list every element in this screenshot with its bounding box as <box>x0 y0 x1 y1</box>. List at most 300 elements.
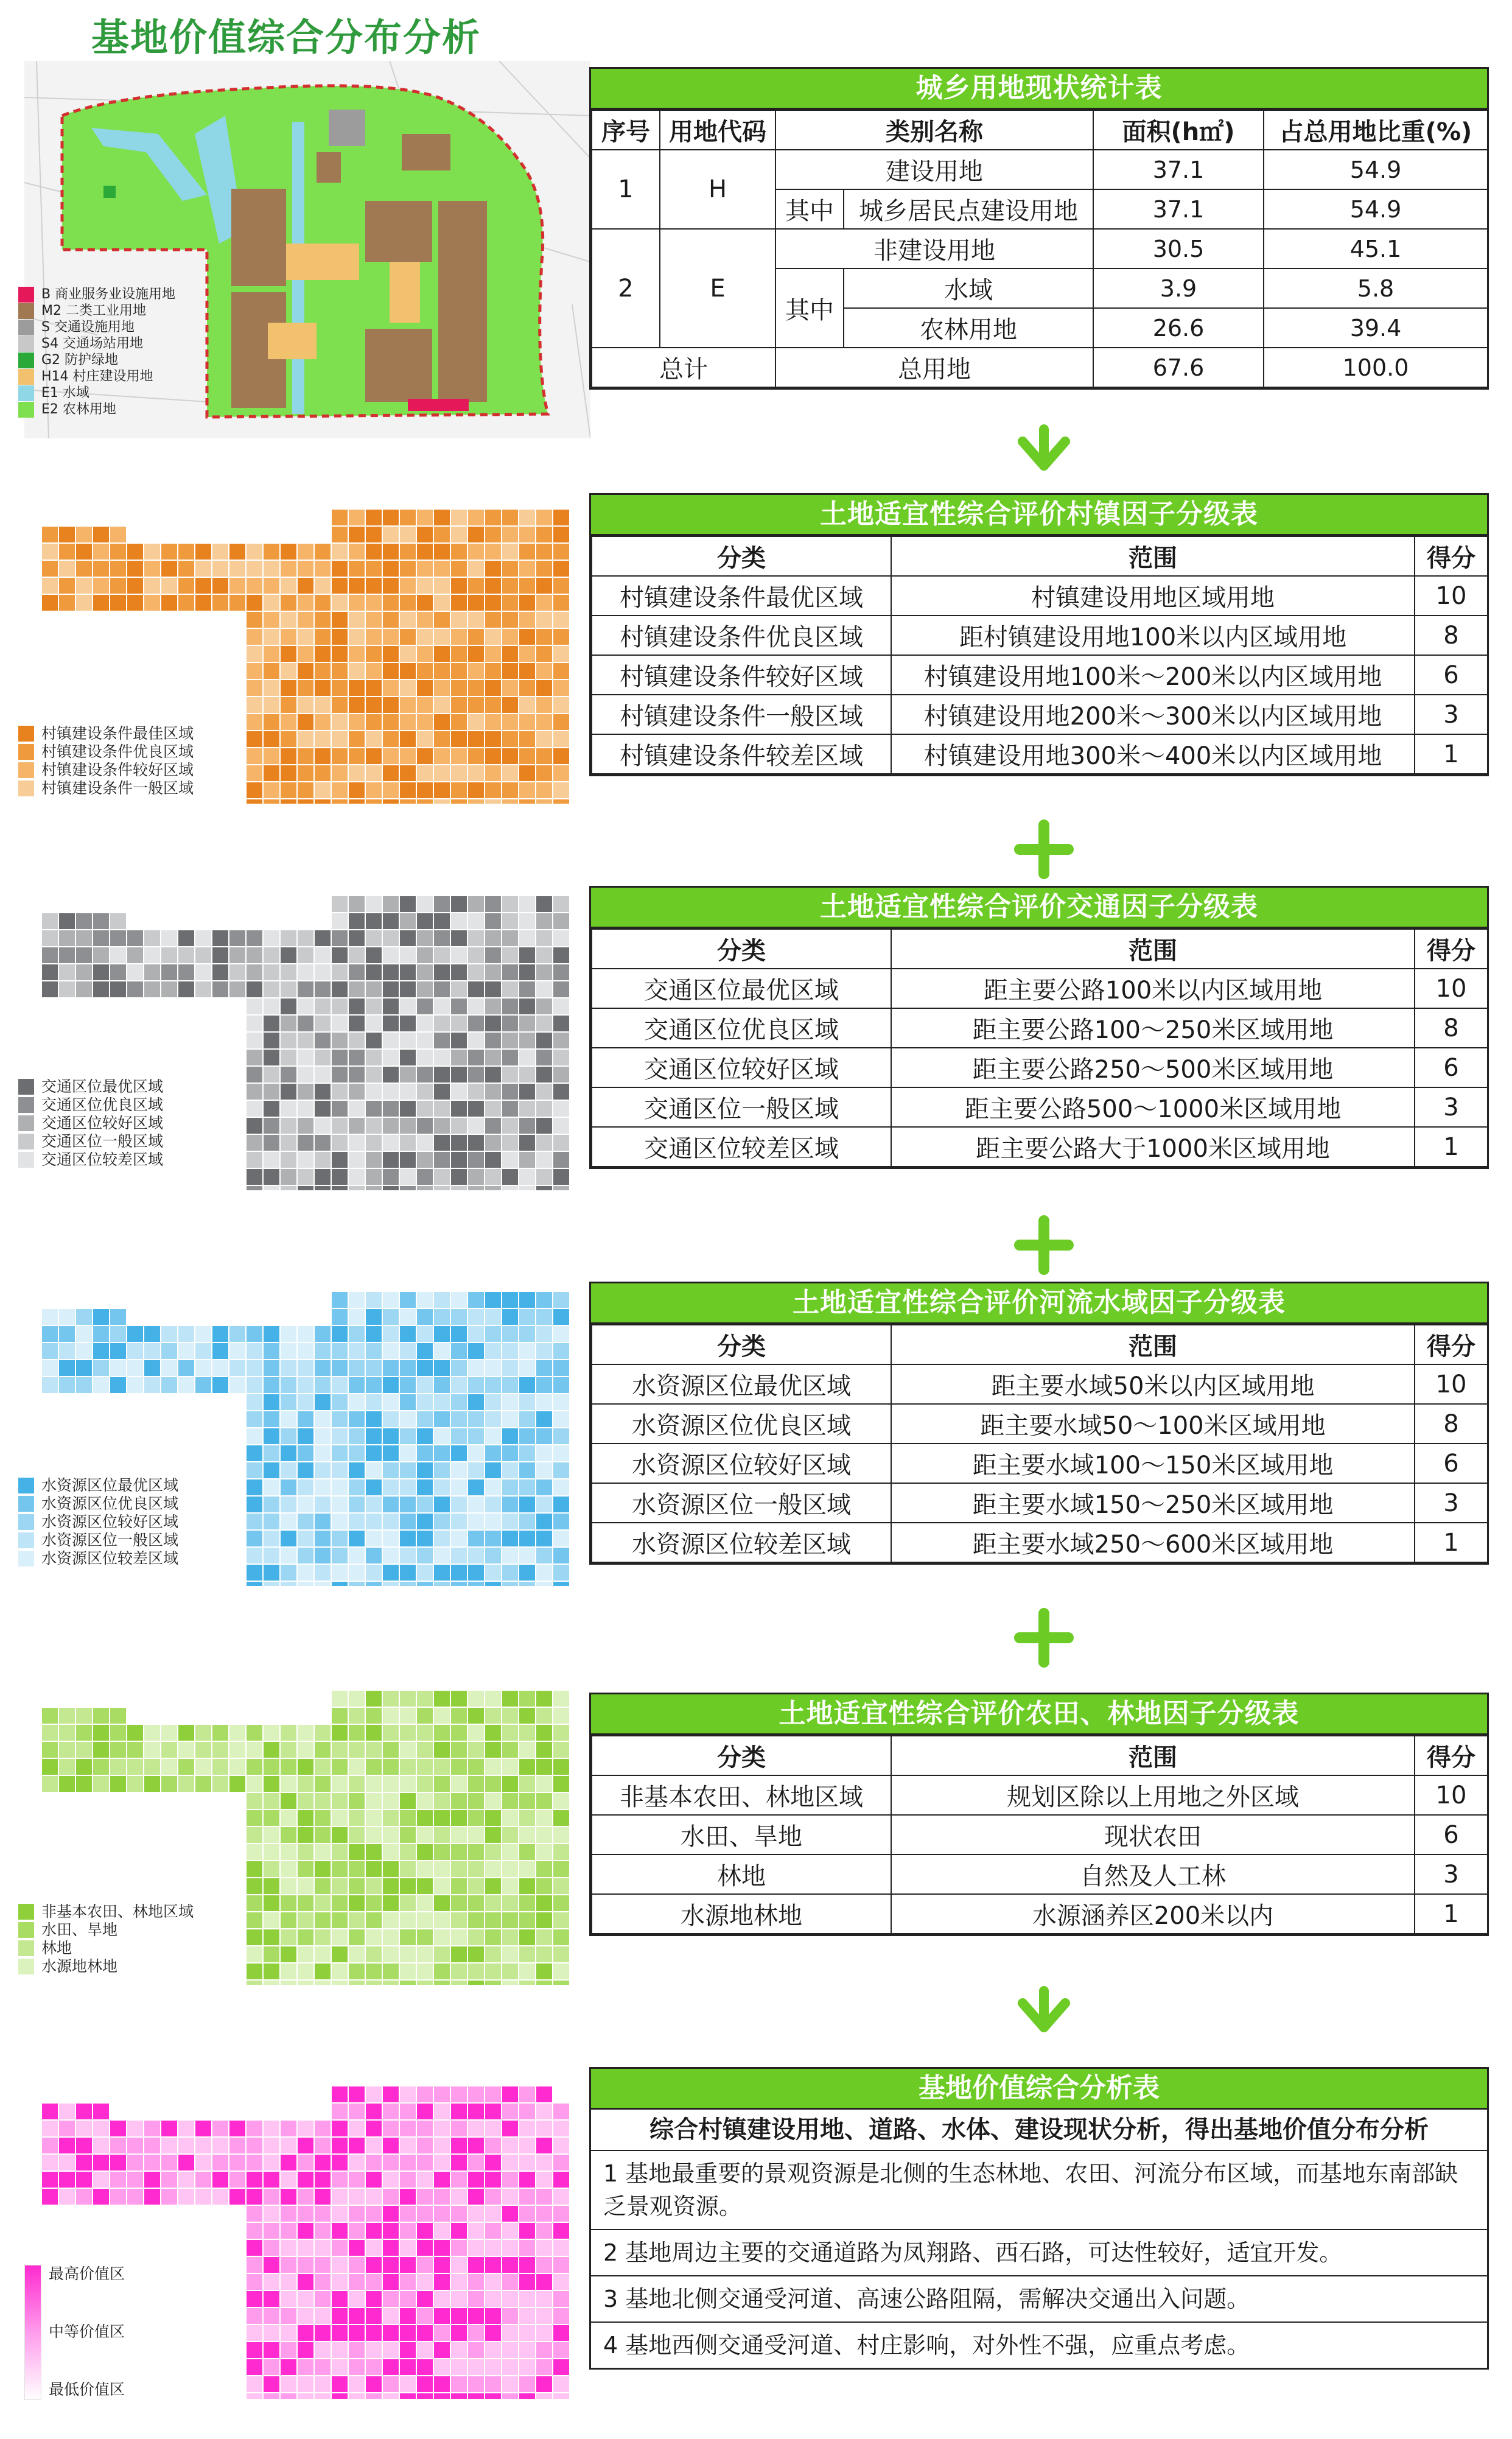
grid-cell <box>502 1100 519 1117</box>
grid-cell <box>280 1411 297 1428</box>
grid-cell <box>331 1342 348 1360</box>
grid-cell <box>348 765 365 782</box>
grid-cell <box>331 2188 348 2205</box>
plus-icon <box>1010 816 1077 883</box>
water-factor-table <box>589 1282 1489 1565</box>
grid-cell <box>365 1775 382 1792</box>
grid-cell <box>263 2171 280 2188</box>
grid-cell <box>93 2120 110 2137</box>
grid-cell <box>263 1758 280 1775</box>
grid-cell <box>536 1792 553 1809</box>
grid-cell <box>195 930 212 947</box>
grid-cell <box>382 731 399 748</box>
grid-cell <box>416 2086 433 2103</box>
grid-cell <box>467 1895 485 1912</box>
grid-cell <box>195 560 212 577</box>
grid-cell <box>519 799 536 804</box>
grid-cell <box>382 1015 399 1032</box>
grid-cell <box>519 628 536 645</box>
grid-cell <box>314 1809 331 1827</box>
grid-cell <box>263 1581 280 1586</box>
grid-cell <box>178 2154 195 2171</box>
grid-cell <box>365 1547 382 1564</box>
grid-cell <box>127 577 144 594</box>
grid-cell <box>467 964 485 981</box>
grid-cell <box>263 1168 280 1185</box>
grid-cell <box>553 896 570 913</box>
grid-cell <box>450 577 467 594</box>
grid-cell <box>433 714 450 731</box>
grid-cell <box>553 2256 570 2273</box>
grid-cell <box>93 560 110 577</box>
grid-cell <box>502 964 519 981</box>
grid-cell <box>331 1168 348 1185</box>
grid-cell <box>519 2359 536 2376</box>
summary-title: 基地价值综合分析表 <box>591 2069 1487 2110</box>
grid-cell <box>331 1758 348 1775</box>
grid-cell <box>382 543 399 560</box>
legend-label: 水源地林地 <box>41 1957 118 1975</box>
grid-cell <box>467 1462 485 1479</box>
grid-cell <box>433 1758 450 1775</box>
grid-cell <box>485 748 502 765</box>
grid-cell <box>93 964 110 981</box>
grid-cell <box>41 913 58 930</box>
grid-cell <box>416 1946 433 1963</box>
grid-cell <box>467 577 485 594</box>
grid-cell <box>553 1980 570 1985</box>
grid-cell <box>502 1564 519 1581</box>
legend-item <box>18 1513 178 1531</box>
grid-cell <box>536 981 553 998</box>
legend-item <box>18 743 194 761</box>
grid-cell <box>280 645 297 662</box>
grid-cell <box>433 1809 450 1827</box>
grid-cell <box>382 628 399 645</box>
grid-cell <box>399 1707 416 1724</box>
grid-cell <box>536 1032 553 1049</box>
grid-cell <box>41 1377 58 1394</box>
grid-cell <box>297 1325 314 1342</box>
grid-cell <box>450 1792 467 1809</box>
grid-cell <box>229 594 246 611</box>
grid-cell <box>450 2120 467 2137</box>
grid-cell <box>280 1428 297 1445</box>
grid-cell <box>416 799 433 804</box>
grid-cell <box>485 1741 502 1758</box>
grid-cell <box>553 714 570 731</box>
grid-cell <box>519 2307 536 2325</box>
grid-cell <box>348 2290 365 2307</box>
grid-cell <box>314 1445 331 1462</box>
grid-cell <box>212 1758 229 1775</box>
grid-cell <box>450 1980 467 1985</box>
grid-cell <box>41 1775 58 1792</box>
grid-cell <box>519 1980 536 1985</box>
grid-cell <box>41 930 58 947</box>
grid-cell <box>399 2307 416 2325</box>
grid-cell <box>502 1792 519 1809</box>
grid-cell <box>41 594 58 611</box>
cell-area: 3.9 <box>1093 268 1264 308</box>
grid-cell <box>58 2171 75 2188</box>
grid-cell <box>246 748 263 765</box>
legend-item <box>18 385 175 401</box>
grid-cell <box>536 679 553 697</box>
legend-swatch <box>18 336 34 352</box>
grid-cell <box>416 1895 433 1912</box>
grid-cell <box>399 1291 416 1308</box>
grid-cell <box>519 2154 536 2171</box>
grid-cell <box>246 1377 263 1394</box>
grid-cell <box>263 1513 280 1530</box>
grid-cell <box>399 662 416 679</box>
grid-cell <box>365 714 382 731</box>
grid-cell <box>246 2188 263 2205</box>
grid-cell <box>536 1049 553 1066</box>
grid-cell <box>433 2120 450 2137</box>
grid-cell <box>553 2188 570 2205</box>
grid-cell <box>519 1929 536 1946</box>
grid-cell <box>553 662 570 679</box>
grid-cell <box>382 1117 399 1134</box>
grid-cell <box>263 1117 280 1134</box>
landuse-table <box>589 67 1489 390</box>
grid-cell <box>536 1827 553 1844</box>
grid-cell <box>246 1462 263 1479</box>
grid-cell <box>399 1564 416 1581</box>
grid-cell <box>485 662 502 679</box>
grid-cell <box>280 1827 297 1844</box>
grid-cell <box>75 1775 93 1792</box>
grid-cell <box>348 913 365 930</box>
grid-cell <box>450 1411 467 1428</box>
grid-cell <box>485 765 502 782</box>
grid-cell <box>553 1690 570 1707</box>
grid-cell <box>519 2325 536 2342</box>
grid-cell <box>467 2376 485 2393</box>
grid-cell <box>314 1496 331 1513</box>
grid-cell <box>280 1513 297 1530</box>
grid-cell <box>348 2359 365 2376</box>
grid-cell <box>416 543 433 560</box>
grid-cell <box>246 1929 263 1946</box>
grid-cell <box>467 2120 485 2137</box>
grid-cell <box>382 1690 399 1707</box>
grid-cell <box>467 1844 485 1861</box>
grid-cell <box>348 2393 365 2399</box>
grid-cell <box>399 2393 416 2399</box>
grid-cell <box>519 543 536 560</box>
grid-cell <box>348 1844 365 1861</box>
grid-cell <box>416 1342 433 1360</box>
grid-cell <box>519 964 536 981</box>
grid-cell <box>246 2342 263 2359</box>
grid-cell <box>246 1861 263 1878</box>
grid-cell <box>382 2393 399 2399</box>
grid-cell <box>93 981 110 998</box>
grid-cell <box>314 731 331 748</box>
grid-cell <box>331 1775 348 1792</box>
grid-cell <box>280 1912 297 1929</box>
grid-cell <box>195 1360 212 1377</box>
grid-cell <box>365 765 382 782</box>
grid-cell <box>502 1929 519 1946</box>
grid-cell <box>502 1462 519 1479</box>
grid-cell <box>502 594 519 611</box>
grid-cell <box>485 1844 502 1861</box>
grid-cell <box>382 577 399 594</box>
grid-cell <box>246 1032 263 1049</box>
grid-cell <box>519 2376 536 2393</box>
grid-cell <box>433 1741 450 1758</box>
grid-cell <box>467 1878 485 1895</box>
grid-cell <box>450 560 467 577</box>
grid-cell <box>144 1325 161 1342</box>
grid-cell <box>502 947 519 964</box>
grid-cell <box>280 1530 297 1547</box>
grid-cell <box>450 526 467 543</box>
grid-cell <box>348 645 365 662</box>
legend-swatch <box>18 1134 34 1149</box>
grid-cell <box>450 799 467 804</box>
th-range: 范围 <box>891 929 1415 969</box>
grid-cell <box>553 2342 570 2359</box>
grid-cell <box>399 1844 416 1861</box>
grid-cell <box>502 1707 519 1724</box>
cell-name: 农林用地 <box>844 308 1093 348</box>
grid-cell <box>58 2120 75 2137</box>
grid-cell <box>450 1895 467 1912</box>
grid-cell <box>348 662 365 679</box>
grid-cell <box>467 1963 485 1980</box>
grid-cell <box>467 1360 485 1377</box>
grid-cell <box>502 1861 519 1878</box>
grid-cell <box>553 509 570 526</box>
grid-cell <box>536 1496 553 1513</box>
grid-cell <box>365 1083 382 1100</box>
grid-cell <box>75 2120 93 2137</box>
grid-cell <box>75 930 93 947</box>
grid-cell <box>365 1325 382 1342</box>
grid-cell <box>365 1809 382 1827</box>
grid-cell <box>365 1929 382 1946</box>
grid-cell <box>536 2188 553 2205</box>
grid-cell <box>263 1809 280 1827</box>
legend-label: G2 防护绿地 <box>41 353 119 368</box>
grid-cell <box>365 2205 382 2222</box>
grid-cell <box>75 913 93 930</box>
grid-cell <box>263 1185 280 1190</box>
grid-cell <box>399 2205 416 2222</box>
grid-cell <box>75 526 93 543</box>
grid-cell <box>314 2120 331 2137</box>
grid-cell <box>416 765 433 782</box>
grid-cell <box>348 981 365 998</box>
grid-cell <box>314 1083 331 1100</box>
cell-category: 村镇建设条件较差区域 <box>592 734 891 774</box>
grid-cell <box>433 1151 450 1168</box>
grid-cell <box>553 1428 570 1445</box>
grid-cell <box>485 1707 502 1724</box>
page-title: 基地价值综合分布分析 <box>91 15 481 60</box>
cell-category: 水资源区位较好区域 <box>592 1444 891 1483</box>
grid-cell <box>263 697 280 714</box>
grid-cell <box>41 1707 58 1724</box>
cell-score: 3 <box>1415 695 1488 734</box>
grid-cell <box>553 1342 570 1360</box>
grid-cell <box>502 2376 519 2393</box>
grid-cell <box>297 799 314 804</box>
grid-cell <box>127 2120 144 2137</box>
grid-cell <box>399 594 416 611</box>
grid-cell <box>297 981 314 998</box>
grid-cell <box>297 1496 314 1513</box>
grid-cell <box>416 1308 433 1325</box>
grid-cell <box>297 1117 314 1134</box>
grid-cell <box>416 1291 433 1308</box>
grid-cell <box>297 1530 314 1547</box>
grid-cell <box>399 1445 416 1462</box>
grid-cell <box>348 2120 365 2137</box>
grid-cell <box>110 1775 127 1792</box>
grid-cell <box>314 981 331 998</box>
grid-cell <box>348 1134 365 1151</box>
grid-cell <box>433 679 450 697</box>
grid-cell <box>433 2103 450 2120</box>
grid-cell <box>433 611 450 628</box>
grid-cell <box>348 1308 365 1325</box>
grid-cell <box>41 947 58 964</box>
grid-cell <box>212 560 229 577</box>
grid-cell <box>297 1411 314 1428</box>
grid-cell <box>502 2239 519 2256</box>
grid-cell <box>399 1100 416 1117</box>
grid-cell <box>263 1100 280 1117</box>
grid-cell <box>229 560 246 577</box>
legend-label: 交通区位较好区域 <box>41 1114 164 1132</box>
grid-cell <box>502 1980 519 1985</box>
grid-cell <box>280 1564 297 1581</box>
factor-table-title: 土地适宜性综合评价村镇因子分级表 <box>591 495 1487 536</box>
grid-cell <box>502 2325 519 2342</box>
grid-cell <box>416 1912 433 1929</box>
grid-cell <box>382 1049 399 1066</box>
grid-cell <box>297 1895 314 1912</box>
grid-cell <box>110 594 127 611</box>
cell-category: 交通区位优良区域 <box>592 1008 891 1048</box>
grid-cell <box>365 1792 382 1809</box>
grid-cell <box>212 1377 229 1394</box>
grid-cell <box>502 1530 519 1547</box>
grid-cell <box>280 1496 297 1513</box>
legend-item <box>18 725 194 743</box>
grid-cell <box>41 981 58 998</box>
grid-cell <box>365 2307 382 2325</box>
grid-cell <box>41 2137 58 2154</box>
grid-cell <box>178 981 195 998</box>
grid-cell <box>178 1724 195 1741</box>
grid-cell <box>331 526 348 543</box>
grid-cell <box>416 981 433 998</box>
grid-cell <box>297 2342 314 2359</box>
cell-code: H <box>660 150 775 229</box>
grid-cell <box>144 930 161 947</box>
grid-cell <box>314 1844 331 1861</box>
grid-cell <box>536 748 553 765</box>
grid-cell <box>348 1291 365 1308</box>
th-score: 得分 <box>1415 1325 1488 1364</box>
grid-cell <box>502 2205 519 2222</box>
grid-cell <box>519 2239 536 2256</box>
grid-cell <box>246 1360 263 1377</box>
grid-cell <box>263 1792 280 1809</box>
cell-score: 1 <box>1415 734 1488 774</box>
grid-cell <box>467 1912 485 1929</box>
grid-cell <box>229 964 246 981</box>
grid-cell <box>553 543 570 560</box>
grid-cell <box>399 964 416 981</box>
cell-pct: 5.8 <box>1264 268 1488 308</box>
legend-item <box>18 1495 178 1513</box>
grid-cell <box>280 2325 297 2342</box>
grid-cell <box>467 731 485 748</box>
grid-cell <box>280 1066 297 1083</box>
grid-cell <box>58 1741 75 1758</box>
grid-cell <box>365 2273 382 2290</box>
grid-cell <box>416 1168 433 1185</box>
legend-swatch <box>18 320 34 335</box>
grid-cell <box>519 560 536 577</box>
grid-cell <box>280 748 297 765</box>
grid-cell <box>263 1325 280 1342</box>
grid-cell <box>502 1775 519 1792</box>
grid-cell <box>127 930 144 947</box>
grid-cell <box>467 1428 485 1445</box>
grid-cell <box>246 1325 263 1342</box>
grid-cell <box>519 731 536 748</box>
grid-cell <box>246 1775 263 1792</box>
grid-cell <box>348 1564 365 1581</box>
grid-cell <box>433 1581 450 1586</box>
grid-cell <box>314 1513 331 1530</box>
grid-cell <box>416 1827 433 1844</box>
grid-cell <box>450 2290 467 2307</box>
grid-cell <box>553 1724 570 1741</box>
grid-cell <box>502 2393 519 2399</box>
grid-cell <box>502 1741 519 1758</box>
grid-cell <box>297 1445 314 1462</box>
cell-range: 自然及人工林 <box>891 1855 1415 1894</box>
grid-cell <box>348 2342 365 2359</box>
grid-cell <box>467 1117 485 1134</box>
grid-cell <box>467 1015 485 1032</box>
grid-cell <box>433 947 450 964</box>
grid-cell <box>331 1895 348 1912</box>
grid-cell <box>127 1342 144 1360</box>
grid-cell <box>314 662 331 679</box>
grid-cell <box>519 1724 536 1741</box>
grid-cell <box>195 1724 212 1741</box>
grid-cell <box>485 2342 502 2359</box>
grid-cell <box>450 2239 467 2256</box>
grid-cell <box>229 1724 246 1741</box>
grid-cell <box>450 1134 467 1151</box>
grid-cell <box>58 1342 75 1360</box>
grid-cell <box>280 1185 297 1190</box>
grid-cell <box>553 981 570 998</box>
cell-score: 8 <box>1415 1008 1488 1048</box>
